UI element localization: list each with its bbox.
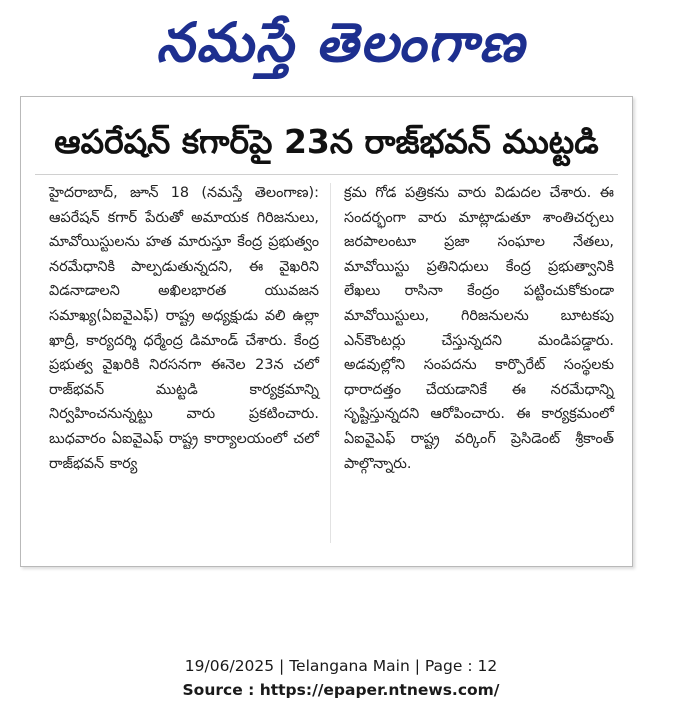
headline-divider: [35, 174, 618, 175]
article-column-right: క్రమ గోడ పత్రికను వారు విడుదల చేశారు. ఈ సందర్భంగా వారు మాట్లాడుతూ శాంతిచర్చలు జరపాలంటూ ప్రజా సంఘాల నేతలు, మావోయిస్టు ప్రతినిధులు కేంద్ర ప్రభుత్వానికి లేఖలు రాసినా కేంద్రం పట్టించుకోకుండా మావోయిస్టులు, గిరిజనులను బూటకపు ఎన్‌కౌంటర్లు చేస్తున్నదని మండిపడ్డారు. అడవుల్లోని సంపదను కార్పొరేట్ సంస్థలకు ధారాదత్తం చేయడానికే ఈ నరమేధాన్ని సృష్టిస్తున్నదని ఆరోపించారు. ఈ కార్యక్రమంలో ఏఐవైఎఫ్ రాష్ట్ర వర్కింగ్ ప్రెసిడెంట్ శ్రీకాంత్ పాల్గొన్నారు.: [344, 185, 614, 472]
newspaper-masthead: నమస్తే తెలంగాణ: [156, 11, 526, 74]
article-column-left: హైదరాబాద్, జూన్ 18 (నమస్తే తెలంగాణ): ఆపరేషన్ కగార్ పేరుతో అమాయక గిరిజనులు, మావోయిస్టులను హత మారుస్తూ కేంద్ర ప్రభుత్వం నరమేధానికి పాల్పడుతున్నదని, ఈ వైఖరిని విడనాడాలని అఖిలభారత యువజన సమాఖ్య(ఏఐవైఎఫ్) రాష్ట్ర అధ్యక్షుడు వలి ఉల్లా ఖాద్రీ, కార్యదర్శి ధర్మేంద్ర డిమాండ్ చేశారు. కేంద్ర ప్రభుత్వ వైఖరికి నిరసనగా ఈనెల 23న చలో రాజ్‌భవన్ ముట్టడి కార్యక్రమాన్ని నిర్వహించనున్నట్టు వారు ప్రకటించారు. బుధవారం ఏఐవైఎఫ్ రాష్ట్ర కార్యాలయంలో చలో రాజ్‌భవన్ కార్య: [49, 185, 319, 472]
article-clipping: [20, 96, 633, 567]
publication-info: 19/06/2025 | Telangana Main | Page : 12: [184, 657, 498, 675]
article-headline: ఆపరేషన్ కగార్‌పై 23న రాజ్‌భవన్ ముట్టడి: [54, 122, 599, 161]
source-link[interactable]: Source : https://epaper.ntnews.com/: [182, 681, 500, 699]
column-divider: [330, 183, 331, 543]
